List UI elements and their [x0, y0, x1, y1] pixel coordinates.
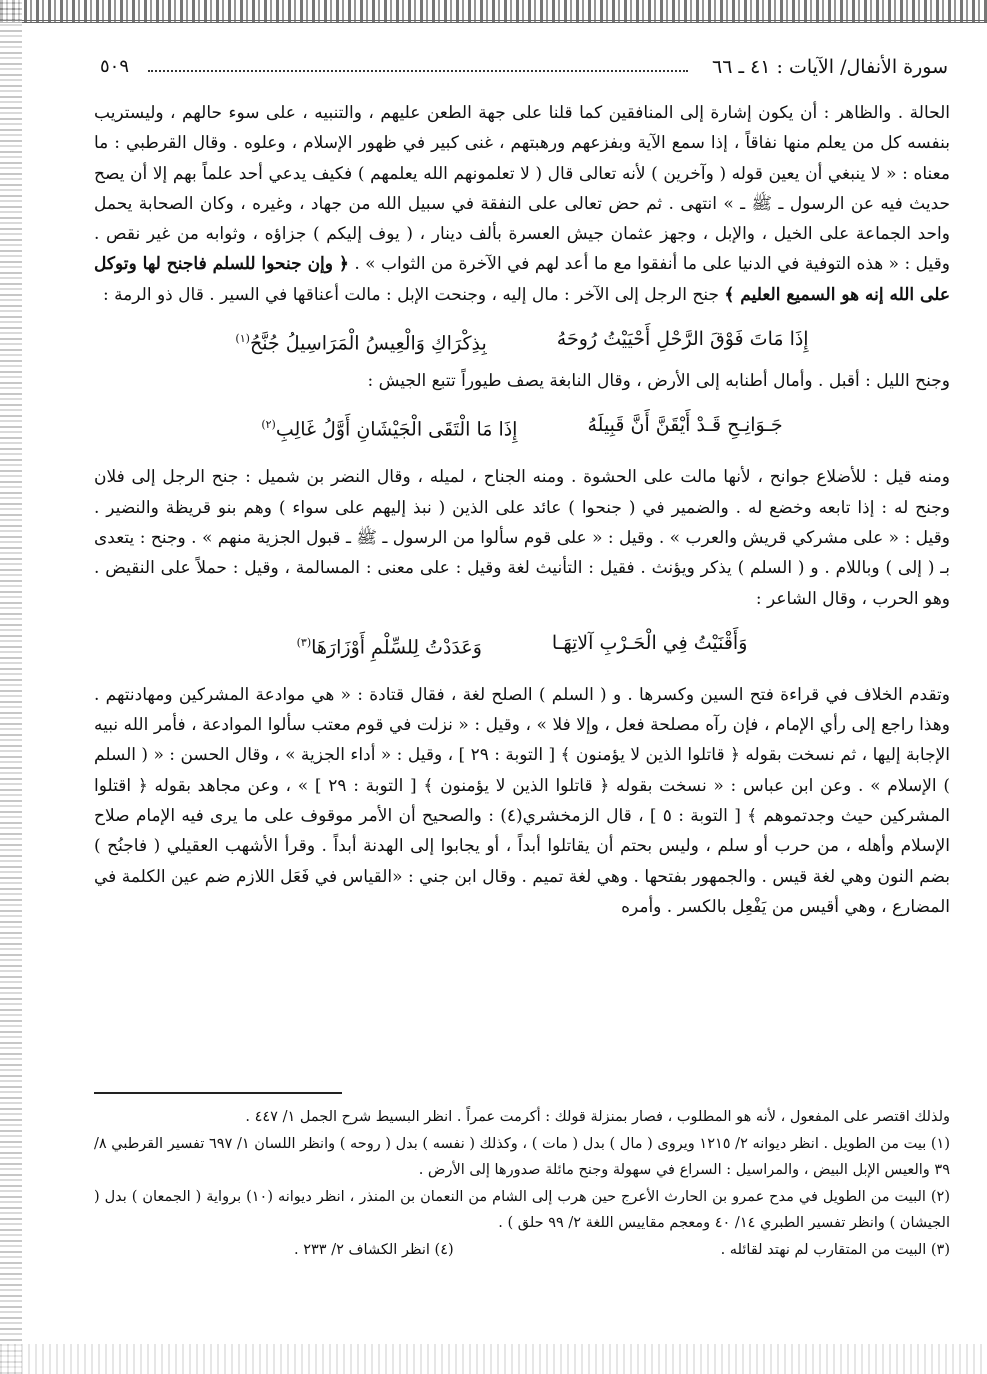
- paragraph: [94, 98, 950, 310]
- main-text: [94, 98, 950, 922]
- decorative-top-border: [0, 0, 987, 23]
- decorative-left-border: [0, 0, 22, 1374]
- footnote-separator: [94, 1092, 342, 1094]
- footnotes: [94, 1104, 950, 1263]
- paragraph: وتقدم الخلاف في قراءة فتح السين وكسرها . و ( السلم ) الصلح لغة ، فقال قتادة : « هي موادعة المشركين ومهادنتهم . وهذا راجع إلى رأي الإمام ، فإن رآه مصلحة فعل ، وإلا فلا » ، وقيل : « نزلت في قوم معتب سألوا الموادعة ، فأمر الله نبيه الإجابة إليها ، ثم نسخت بقوله ﴿ قاتلوا الذين لا يؤمنون ﴾ [ التوبة : ٢٩ ] ، وقيل : « أداء الجزية » ، وقال الحسن : « ( السلم ) الإسلام » . وعن ابن عباس : « نسخت بقوله ﴿ قاتلوا الذين لا يؤمنون ﴾ [ التوبة : ٢٩ ] » ، وعن مجاهد بقوله ﴿ اقتلوا المشركين حيث وجدتموهم ﴾ [ التوبة : ٥ ] ، قال الزمخشري(٤) : والصحيح أن الأمر موقوف على ما يرى فيه الإمام صلاح الإسلام وأهله ، من حرب أو سلم ، وليس بحتم أن يقاتلوا أبداً ، أو يجابوا إلى الهدنة أبداً . وقرأ الأشهب العقيلي ( فاجنُح ) بضم النون وهي لغة قيس . والجمهور بفتحها . وهي لغة تميم . وقال ابن جني : «القياس في فَعَل اللازم ضم عين الكلمة في المضارع ، وهي أقيس من يَفْعِل بالكسر . وأمره: [94, 684, 950, 917]
- verse-first-hemistich: وَأَقْنَيْتُ فِي الْحَـرْبِ آلاتِهَـا: [551, 631, 748, 654]
- paragraph-text: جنح الرجل إلى الآخر : مال إليه ، وجنحت الإبل : مالت أعناقها في السير . قال ذو الرمة :: [102, 284, 719, 305]
- quran-verse-quote: ﴿ وإن جنحوا للسلم فاجنح لها وتوكل على الله إنه هو السميع العليم ﴾: [94, 254, 950, 305]
- page-header: [100, 56, 948, 88]
- page-number: ٥٠٩: [100, 56, 130, 77]
- verse-second-hemistich: بِذِكْرَاكِ وَالْعِيسُ الْمَرَاسِيلُ جُنَّحُ: [249, 332, 487, 355]
- footnote-continuation: ولذلك اقتصر على المفعول ، لأنه هو المطلوب ، فصار بمنزلة قولك : أكرمت عمراً . انظر البسيط شرح الجمل ١/ ٤٤٧ .: [245, 1109, 950, 1125]
- poetry-verse: [94, 322, 950, 356]
- paragraph: وجنح الليل : أقبل . وأمال أطنابه إلى الأرض ، وقال النابغة يصف طيوراً تتبع الجيش :: [367, 371, 950, 392]
- footnote-4: (٤) انظر الكشاف ٢/ ٢٣٣ .: [294, 1241, 454, 1258]
- decorative-bottom-border: [0, 1344, 987, 1374]
- verse-first-hemistich: إِذَا مَاتَ فَوْقَ الرَّحْلِ أَحْيَيْتُ رُوحَهُ: [556, 328, 809, 351]
- footnote-2: (٢) البيت من الطويل في مدح عمرو بن الحارث الأعرج حين هرب إلى الشام من النعمان بن المنذر ، انظر ديوانه (١٠) برواية ( الجمعان ) بدل ( الجيشان ) وانظر تفسير الطبري ١٤/ ٤٠ ومعجم مقاييس اللغة ٢/ ٩٩ حلق ) .: [94, 1188, 950, 1231]
- footnote-ref: (١): [235, 332, 250, 346]
- header-dotted-leader: [148, 70, 688, 72]
- footnote-ref: (٢): [261, 418, 276, 432]
- poetry-verse: [94, 626, 950, 660]
- verse-second-hemistich: وَعَدَدْتُ لِلسِّلْمِ أَوْزَارَهَا: [311, 636, 482, 659]
- poetry-verse: [94, 408, 950, 442]
- paragraph: ومنه قيل : للأضلاع جوانح ، لأنها مالت على الحشوة . ومنه الجناح ، لميله ، وقال النضر بن شميل : جنح الرجل إلى فلان وجنح له : إذا تابعه وخضع له . والضمير في ( جنحوا ) عائد على الذين ( نبذ إليهم على سواء ) وهم بنو قريظة والنضير . وقيل : « على مشركي قريش والعرب » . وقيل : « على قوم سألوا من الرسول ـ ﷺ ـ قبول الجزية منهم » . وجنح : يتعدى بـ ( إلى ) وباللام . و ( السلم ) يذكر ويؤنث . فقيل : التأنيث لغة وقيل : على معنى : المسالمة ، وقيل : حملاً على النقيض . وهو الحرب ، وقال الشاعر :: [94, 467, 950, 609]
- paragraph-text: الحالة . والظاهر : أن يكون إشارة إلى المنافقين كما قلنا على جهة الطعن عليهم ، والتنبيه ، على سوء حالهم ، وليستريب بنفسه كل من يعلم منها نفاقاً ، إذا سمع الآية وبفزعهم ورهبتهم ، غنى كبير في ظهور الإسلام ، وعلوه . وقال القرطبي : ما معناه : « لا ينبغي أن يعين قوله ( وآخرين ) لأنه تعالى قال ( لا تعلمونهم الله يعلمهم ) فكيف يدعي أحد علماً بهم إلا أن يصح حديث فيه عن الرسول ـ ﷺ ـ » انتهى . ثم حض تعالى على النفقة في سبيل الله من جهاد ، وغيره ، وكان الصحابة يحمل واحد الجماعة على الخيل ، والإبل ، وجهز عثمان جيش العسرة بألف دينار ، ( يوف إليكم ) جزاؤه ، وثوابه من غير نقص . وقيل : « هذه التوفية في الدنيا على ما أنفقوا مع ما أعد لهم في الآخرة من الثواب » .: [94, 103, 951, 275]
- verse-second-hemistich: إِذَا مَا الْتَقَى الْجَيْشَانِ أَوَّلُ غَالِبِ: [275, 418, 518, 441]
- surah-heading: سورة الأنفال/ الآيات : ٤١ ـ ٦٦: [711, 56, 948, 78]
- footnote-ref: (٣): [296, 635, 312, 649]
- footnote-3: (٣) البيت من المتقارب لم نهتد لقائله .: [720, 1241, 950, 1258]
- footnote-1: (١) بيت من الطويل . انظر ديوانه ٢/ ١٢١٥ ويروى ( مال ) بدل ( مات ) ، وكذلك ( نفسه ) بدل ( روحه ) وانظر اللسان ١/ ٦٩٧ تفسير القرطبي ٨/ ٣٩ والعيس الإبل البيض ، والمراسيل : السراع في سهولة وجنح مائلة صدورها إلى الأرض .: [94, 1135, 950, 1178]
- verse-first-hemistich: جَـوَانِـحِ قَـدْ أَيْقَنَّ أَنَّ قَبِيلَهُ: [587, 414, 783, 437]
